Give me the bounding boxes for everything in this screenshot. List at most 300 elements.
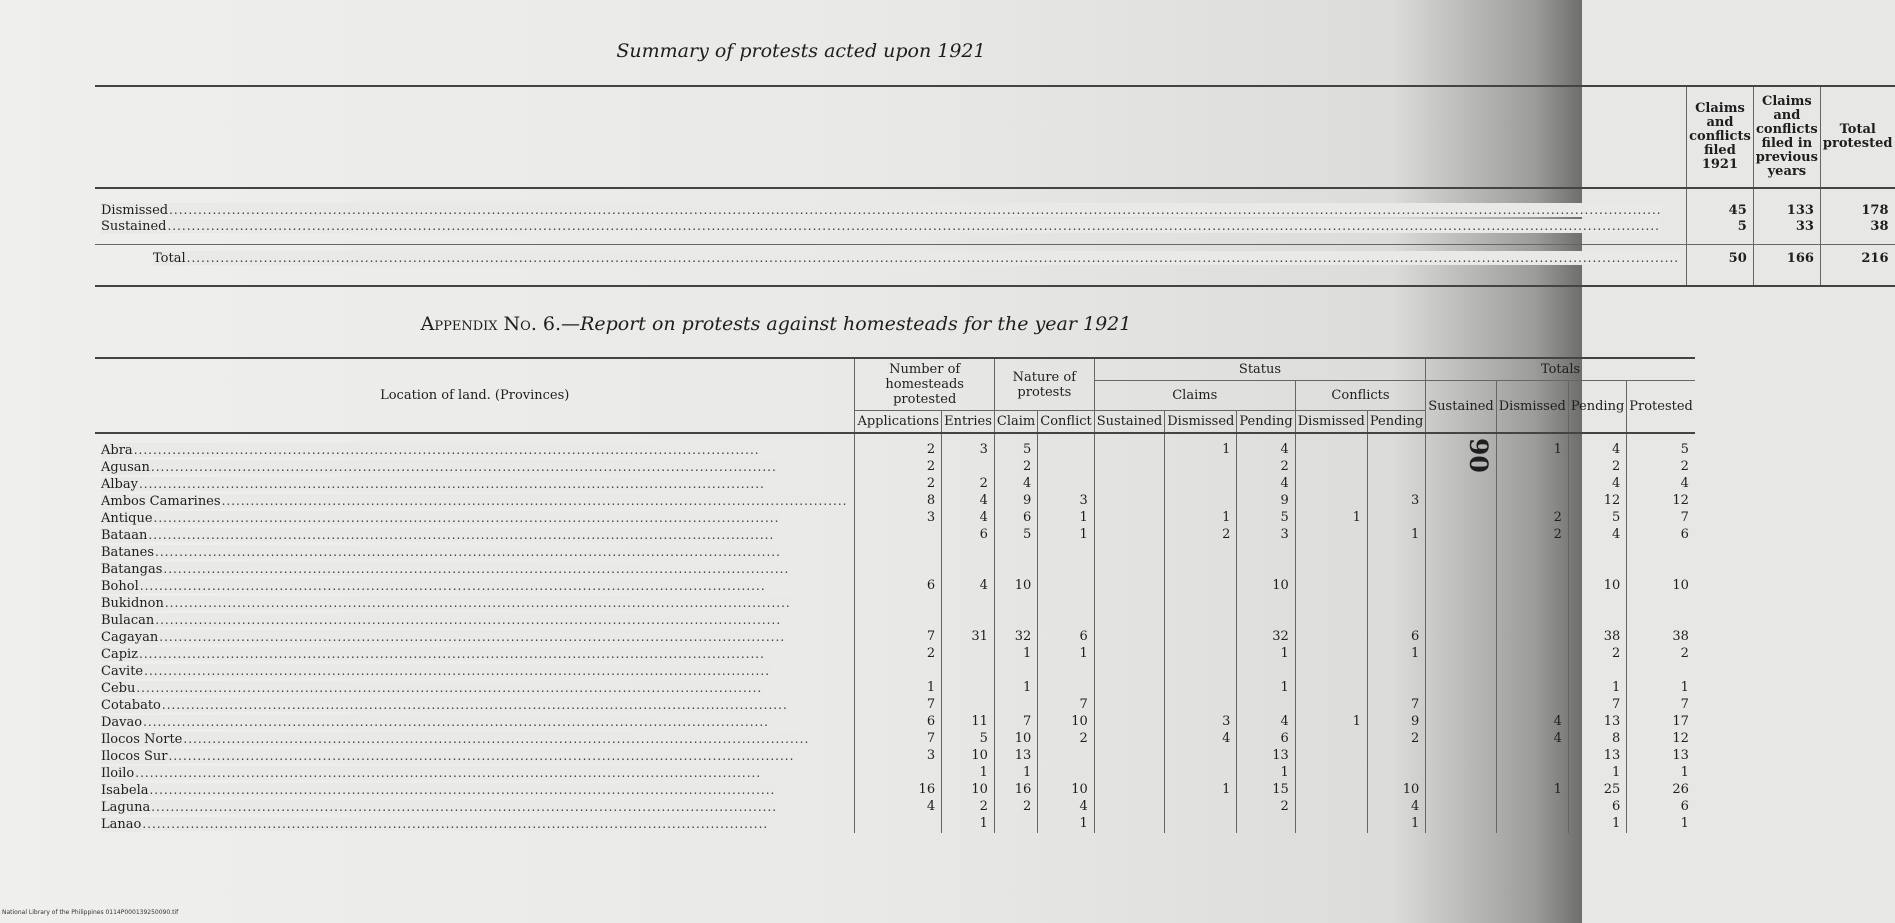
table-cell bbox=[1295, 697, 1367, 714]
table-cell bbox=[1426, 476, 1496, 493]
table-cell bbox=[1426, 510, 1496, 527]
header-claims-pending: Pending bbox=[1237, 411, 1295, 434]
table-cell bbox=[994, 697, 1037, 714]
table-row: Batangas.................................................................................................................................. bbox=[95, 561, 1695, 578]
table-cell: 1 bbox=[1627, 816, 1695, 833]
table-cell bbox=[942, 612, 995, 629]
table-cell: 9 bbox=[994, 493, 1037, 510]
province-name: Davao bbox=[101, 715, 143, 730]
table-cell: 12 bbox=[1627, 731, 1695, 748]
table-cell bbox=[1094, 816, 1164, 833]
table-cell: 26 bbox=[1627, 782, 1695, 799]
table-cell bbox=[1165, 680, 1237, 697]
summary-cell: 5 bbox=[1687, 219, 1754, 245]
table-cell bbox=[1295, 578, 1367, 595]
summary-cell: 33 bbox=[1753, 219, 1820, 245]
table-cell: 4 bbox=[1237, 433, 1295, 459]
table-cell bbox=[855, 527, 942, 544]
table-cell: 1 bbox=[1295, 510, 1367, 527]
table-cell bbox=[1165, 816, 1237, 833]
table-cell: 13 bbox=[1627, 748, 1695, 765]
table-cell: 1 bbox=[1367, 816, 1425, 833]
table-cell bbox=[1367, 680, 1425, 697]
table-cell bbox=[1165, 544, 1237, 561]
table-cell bbox=[1295, 663, 1367, 680]
province-name: Batangas bbox=[101, 562, 163, 577]
table-cell: 2 bbox=[1496, 510, 1568, 527]
appendix-title-prefix: Appendix No. 6.— bbox=[420, 313, 581, 335]
table-cell bbox=[1426, 731, 1496, 748]
table-cell bbox=[1038, 459, 1094, 476]
table-cell bbox=[942, 680, 995, 697]
table-cell: 2 bbox=[1038, 731, 1094, 748]
table-cell bbox=[1237, 612, 1295, 629]
table-cell: 2 bbox=[855, 646, 942, 663]
table-cell bbox=[1496, 544, 1568, 561]
table-cell: 6 bbox=[1038, 629, 1094, 646]
summary-row-sustained: Sustained...................................................................................................................................................................................................................................................................................................................... 5 33 38 bbox=[95, 219, 1895, 245]
table-cell: 16 bbox=[855, 782, 942, 799]
table-cell: 15 bbox=[1237, 782, 1295, 799]
table-cell bbox=[1295, 646, 1367, 663]
table-row: Capiz.................................................................................................................................. 2 1 1 1 1 2 2 bbox=[95, 646, 1695, 663]
table-cell: 1 bbox=[855, 680, 942, 697]
table-cell: 1 bbox=[1038, 527, 1094, 544]
table-cell: 4 bbox=[994, 476, 1037, 493]
table-cell bbox=[942, 646, 995, 663]
table-cell bbox=[1295, 799, 1367, 816]
table-cell bbox=[855, 663, 942, 680]
table-cell: 5 bbox=[1237, 510, 1295, 527]
table-cell bbox=[1165, 493, 1237, 510]
table-cell bbox=[855, 612, 942, 629]
table-cell bbox=[1094, 765, 1164, 782]
table-cell: 4 bbox=[942, 510, 995, 527]
table-cell bbox=[1295, 629, 1367, 646]
table-cell: 32 bbox=[994, 629, 1037, 646]
table-cell bbox=[1094, 731, 1164, 748]
summary-cell: 38 bbox=[1820, 219, 1894, 245]
header-claim: Claim bbox=[994, 411, 1037, 434]
table-row: Ilocos Norte.................................................................................................................................. 7 5 10 2 4 6 2 4 8 12 bbox=[95, 731, 1695, 748]
table-cell: 5 bbox=[994, 433, 1037, 459]
table-cell bbox=[1426, 714, 1496, 731]
summary-cell: 178 bbox=[1820, 188, 1894, 219]
table-cell: 1 bbox=[1627, 680, 1695, 697]
table-cell bbox=[1295, 459, 1367, 476]
table-row: Bulacan.................................................................................................................................. bbox=[95, 612, 1695, 629]
table-cell bbox=[1496, 595, 1568, 612]
table-cell: 2 bbox=[855, 433, 942, 459]
table-row: Ambos Camarines.................................................................................................................................. 8 4 9 3 9 3 12 12 bbox=[95, 493, 1695, 510]
table-cell bbox=[1038, 544, 1094, 561]
table-cell bbox=[1094, 561, 1164, 578]
table-cell bbox=[1295, 493, 1367, 510]
table-cell bbox=[1237, 595, 1295, 612]
table-cell bbox=[1426, 527, 1496, 544]
table-cell bbox=[994, 816, 1037, 833]
table-cell: 8 bbox=[855, 493, 942, 510]
table-cell bbox=[1165, 476, 1237, 493]
table-cell bbox=[1496, 680, 1568, 697]
table-cell bbox=[1426, 697, 1496, 714]
province-name: Bohol bbox=[101, 579, 139, 594]
table-cell bbox=[994, 595, 1037, 612]
table-cell: 4 bbox=[942, 493, 995, 510]
province-name: Agusan bbox=[101, 460, 150, 475]
province-name: Cagayan bbox=[101, 630, 159, 645]
table-cell bbox=[1295, 544, 1367, 561]
table-cell bbox=[1038, 612, 1094, 629]
table-cell: 7 bbox=[1627, 697, 1695, 714]
table-cell bbox=[1496, 799, 1568, 816]
table-cell bbox=[1295, 612, 1367, 629]
table-cell: 4 bbox=[1568, 433, 1626, 459]
table-cell bbox=[1295, 816, 1367, 833]
table-row: Abra.................................................................................................................................. 2 3 5 1 4 1 4 5 bbox=[95, 433, 1695, 459]
table-cell: 6 bbox=[855, 714, 942, 731]
table-row: Agusan.................................................................................................................................. 2 2 2 2 2 bbox=[95, 459, 1695, 476]
table-cell: 4 bbox=[1496, 731, 1568, 748]
table-cell: 1 bbox=[1237, 680, 1295, 697]
summary-header-previous-years: Claims and conflicts filed in previous years bbox=[1753, 86, 1820, 188]
header-totals-dismissed: Dismissed bbox=[1496, 381, 1568, 434]
table-cell: 1 bbox=[1367, 527, 1425, 544]
summary-cell: 133 bbox=[1753, 188, 1820, 219]
header-totals-sustained: Sustained bbox=[1426, 381, 1496, 434]
table-cell: 1 bbox=[1295, 714, 1367, 731]
table-cell bbox=[1237, 663, 1295, 680]
header-nature-group: Nature of protests bbox=[994, 358, 1094, 411]
table-cell: 6 bbox=[1568, 799, 1626, 816]
table-cell bbox=[1627, 612, 1695, 629]
table-cell: 5 bbox=[942, 731, 995, 748]
table-cell bbox=[1496, 765, 1568, 782]
table-cell bbox=[1367, 510, 1425, 527]
table-cell bbox=[855, 595, 942, 612]
table-cell: 1 bbox=[994, 680, 1037, 697]
table-cell: 3 bbox=[855, 510, 942, 527]
header-number-group: Number of homesteads protested bbox=[855, 358, 994, 411]
table-cell: 31 bbox=[942, 629, 995, 646]
summary-label: Sustained bbox=[101, 218, 167, 234]
table-cell bbox=[994, 544, 1037, 561]
province-name: Cavite bbox=[101, 664, 144, 679]
table-cell: 17 bbox=[1627, 714, 1695, 731]
table-cell: 1 bbox=[1627, 765, 1695, 782]
table-cell: 1 bbox=[1367, 646, 1425, 663]
table-cell bbox=[1094, 595, 1164, 612]
table-row: Lanao.................................................................................................................................. 1 1 1 1 1 bbox=[95, 816, 1695, 833]
table-cell bbox=[1367, 612, 1425, 629]
table-cell bbox=[1295, 527, 1367, 544]
table-cell bbox=[1094, 544, 1164, 561]
table-cell: 2 bbox=[1627, 646, 1695, 663]
header-claims-dismissed: Dismissed bbox=[1165, 411, 1237, 434]
table-cell: 3 bbox=[1165, 714, 1237, 731]
table-cell: 3 bbox=[1237, 527, 1295, 544]
table-cell bbox=[1295, 561, 1367, 578]
table-cell bbox=[1627, 561, 1695, 578]
table-cell bbox=[1496, 612, 1568, 629]
header-status-group: Status bbox=[1094, 358, 1426, 381]
table-cell bbox=[1426, 493, 1496, 510]
table-cell bbox=[1165, 663, 1237, 680]
table-cell bbox=[1627, 663, 1695, 680]
table-cell: 4 bbox=[1568, 527, 1626, 544]
table-cell: 1 bbox=[1568, 765, 1626, 782]
table-cell bbox=[1038, 663, 1094, 680]
table-cell: 2 bbox=[1165, 527, 1237, 544]
table-cell: 6 bbox=[1627, 799, 1695, 816]
table-cell bbox=[1426, 578, 1496, 595]
table-cell: 1 bbox=[1038, 646, 1094, 663]
table-cell bbox=[1568, 612, 1626, 629]
table-cell: 1 bbox=[1038, 816, 1094, 833]
header-applications: Applications bbox=[855, 411, 942, 434]
table-cell: 13 bbox=[1568, 748, 1626, 765]
summary-title: Summary of protests acted upon 1921 bbox=[616, 40, 986, 62]
table-cell: 7 bbox=[855, 697, 942, 714]
table-cell: 1 bbox=[1165, 433, 1237, 459]
table-cell bbox=[855, 561, 942, 578]
table-cell: 6 bbox=[1627, 527, 1695, 544]
table-cell bbox=[1367, 476, 1425, 493]
table-cell bbox=[1038, 595, 1094, 612]
table-cell bbox=[1165, 459, 1237, 476]
table-cell: 9 bbox=[1237, 493, 1295, 510]
table-cell: 6 bbox=[942, 527, 995, 544]
table-cell bbox=[1295, 680, 1367, 697]
table-cell bbox=[1426, 595, 1496, 612]
table-cell: 2 bbox=[1237, 799, 1295, 816]
summary-header-row bbox=[95, 86, 1895, 188]
appendix-title bbox=[0, 313, 1582, 335]
table-cell bbox=[942, 663, 995, 680]
table-cell bbox=[1295, 782, 1367, 799]
table-cell: 1 bbox=[1237, 765, 1295, 782]
table-cell: 10 bbox=[1367, 782, 1425, 799]
table-row: Bohol.................................................................................................................................. 6 4 10 10 10 10 bbox=[95, 578, 1695, 595]
table-cell: 16 bbox=[994, 782, 1037, 799]
table-cell bbox=[1094, 748, 1164, 765]
header-conflicts-group: Conflicts bbox=[1295, 381, 1426, 411]
table-cell bbox=[1426, 544, 1496, 561]
table-row: Cavite.................................................................................................................................. bbox=[95, 663, 1695, 680]
table-row: Bataan.................................................................................................................................. 6 5 1 2 3 1 2 4 6 bbox=[95, 527, 1695, 544]
table-cell bbox=[1038, 765, 1094, 782]
table-cell: 10 bbox=[1237, 578, 1295, 595]
summary-row-total: Total...................................................................................................................................................................................................................................................................................................................... 50 166 216 bbox=[95, 245, 1895, 286]
table-cell bbox=[1094, 799, 1164, 816]
table-cell bbox=[1165, 578, 1237, 595]
table-row: Isabela.................................................................................................................................. 16 10 16 10 1 15 10 1 25 26 bbox=[95, 782, 1695, 799]
table-cell bbox=[1426, 561, 1496, 578]
table-cell: 9 bbox=[1367, 714, 1425, 731]
table-cell bbox=[1496, 578, 1568, 595]
table-cell: 10 bbox=[994, 578, 1037, 595]
table-cell bbox=[1568, 544, 1626, 561]
table-cell: 2 bbox=[855, 459, 942, 476]
summary-label: Total bbox=[153, 251, 186, 266]
table-cell: 38 bbox=[1627, 629, 1695, 646]
table-cell: 1 bbox=[1496, 433, 1568, 459]
table-cell: 7 bbox=[1038, 697, 1094, 714]
header-conflict: Conflict bbox=[1038, 411, 1094, 434]
table-cell bbox=[1367, 595, 1425, 612]
province-name: Ambos Camarines bbox=[101, 494, 221, 509]
table-row: Iloilo.................................................................................................................................. 1 1 1 1 1 bbox=[95, 765, 1695, 782]
table-row: Davao.................................................................................................................................. 6 11 7 10 3 4 1 9 4 13 17 bbox=[95, 714, 1695, 731]
table-cell bbox=[1367, 561, 1425, 578]
table-cell: 13 bbox=[1237, 748, 1295, 765]
table-cell bbox=[1367, 433, 1425, 459]
table-cell: 10 bbox=[1038, 714, 1094, 731]
summary-cell: 216 bbox=[1820, 245, 1894, 286]
header-claims-sustained: Sustained bbox=[1094, 411, 1164, 434]
table-cell bbox=[1094, 510, 1164, 527]
table-cell: 5 bbox=[994, 527, 1037, 544]
table-cell bbox=[1237, 561, 1295, 578]
province-name: Ilocos Sur bbox=[101, 749, 168, 764]
province-name: Antique bbox=[101, 511, 153, 526]
table-cell bbox=[994, 612, 1037, 629]
table-cell bbox=[1094, 714, 1164, 731]
province-name: Cotabato bbox=[101, 698, 161, 713]
table-cell: 2 bbox=[1568, 646, 1626, 663]
table-cell: 4 bbox=[855, 799, 942, 816]
table-row: Cotabato.................................................................................................................................. 7 7 7 7 7 bbox=[95, 697, 1695, 714]
page-number: 90 bbox=[1464, 438, 1493, 473]
province-name: Bukidnon bbox=[101, 596, 164, 611]
province-name: Bulacan bbox=[101, 613, 155, 628]
table-cell: 12 bbox=[1627, 493, 1695, 510]
table-cell: 2 bbox=[1496, 527, 1568, 544]
table-cell bbox=[1426, 782, 1496, 799]
table-cell: 1 bbox=[1568, 680, 1626, 697]
header-claims-group: Claims bbox=[1094, 381, 1295, 411]
table-cell bbox=[942, 595, 995, 612]
province-name: Capiz bbox=[101, 647, 139, 662]
table-cell: 12 bbox=[1568, 493, 1626, 510]
table-cell: 38 bbox=[1568, 629, 1626, 646]
table-cell bbox=[994, 561, 1037, 578]
table-cell bbox=[1094, 663, 1164, 680]
table-cell bbox=[855, 816, 942, 833]
table-cell: 10 bbox=[994, 731, 1037, 748]
header-totals-group: Totals bbox=[1426, 358, 1695, 381]
table-cell bbox=[1038, 748, 1094, 765]
province-name: Bataan bbox=[101, 528, 148, 543]
table-cell bbox=[1496, 629, 1568, 646]
table-cell bbox=[1367, 748, 1425, 765]
table-cell bbox=[1367, 544, 1425, 561]
table-cell bbox=[942, 561, 995, 578]
table-cell: 6 bbox=[994, 510, 1037, 527]
table-cell bbox=[1426, 765, 1496, 782]
table-cell: 4 bbox=[1237, 476, 1295, 493]
table-cell: 6 bbox=[855, 578, 942, 595]
table-cell: 2 bbox=[1627, 459, 1695, 476]
table-cell: 3 bbox=[1367, 493, 1425, 510]
table-cell: 1 bbox=[1165, 782, 1237, 799]
table-cell bbox=[942, 544, 995, 561]
table-cell: 4 bbox=[1038, 799, 1094, 816]
table-cell: 4 bbox=[1496, 714, 1568, 731]
table-cell bbox=[994, 663, 1037, 680]
table-row: Cagayan.................................................................................................................................. 7 31 32 6 32 6 38 38 bbox=[95, 629, 1695, 646]
table-cell bbox=[1165, 799, 1237, 816]
province-name: Abra bbox=[101, 443, 133, 458]
protests-table bbox=[95, 357, 1695, 833]
table-cell bbox=[1295, 731, 1367, 748]
table-cell bbox=[1496, 476, 1568, 493]
table-cell bbox=[1627, 595, 1695, 612]
table-cell: 2 bbox=[942, 799, 995, 816]
summary-cell: 50 bbox=[1687, 245, 1754, 286]
table-cell: 32 bbox=[1237, 629, 1295, 646]
summary-cell: 166 bbox=[1753, 245, 1820, 286]
table-cell: 5 bbox=[1627, 433, 1695, 459]
province-name: Batanes bbox=[101, 545, 155, 560]
table-cell bbox=[1165, 561, 1237, 578]
table-cell bbox=[1094, 433, 1164, 459]
table-cell: 6 bbox=[1367, 629, 1425, 646]
table-cell bbox=[1094, 578, 1164, 595]
table-cell: 10 bbox=[942, 748, 995, 765]
summary-cell: 45 bbox=[1687, 188, 1754, 219]
summary-table bbox=[95, 85, 1895, 287]
province-name: Cebu bbox=[101, 681, 136, 696]
province-name: Ilocos Norte bbox=[101, 732, 183, 747]
table-cell: 7 bbox=[855, 731, 942, 748]
table-cell bbox=[1165, 697, 1237, 714]
table-cell bbox=[1165, 646, 1237, 663]
table-cell: 10 bbox=[942, 782, 995, 799]
table-cell bbox=[1094, 476, 1164, 493]
table-cell: 1 bbox=[942, 765, 995, 782]
table-cell bbox=[1295, 476, 1367, 493]
table-cell bbox=[1165, 748, 1237, 765]
table-cell: 10 bbox=[1568, 578, 1626, 595]
table-row: Antique.................................................................................................................................. 3 4 6 1 1 5 1 2 5 7 bbox=[95, 510, 1695, 527]
table-cell bbox=[1165, 765, 1237, 782]
table-cell: 2 bbox=[1367, 731, 1425, 748]
table-cell bbox=[1568, 663, 1626, 680]
scan-footer: National Library of the Philippines 0114P000139250090.tif bbox=[2, 909, 179, 916]
table-cell: 1 bbox=[1038, 510, 1094, 527]
table-cell bbox=[1295, 595, 1367, 612]
table-cell bbox=[1367, 663, 1425, 680]
table-row: Ilocos Sur.................................................................................................................................. 3 10 13 13 13 13 bbox=[95, 748, 1695, 765]
table-cell: 2 bbox=[855, 476, 942, 493]
table-cell bbox=[1038, 433, 1094, 459]
table-cell: 3 bbox=[1038, 493, 1094, 510]
table-cell bbox=[1237, 697, 1295, 714]
table-cell bbox=[855, 544, 942, 561]
summary-label: Dismissed bbox=[101, 203, 169, 218]
header-entries: Entries bbox=[942, 411, 995, 434]
table-cell bbox=[1094, 646, 1164, 663]
table-cell bbox=[1426, 680, 1496, 697]
table-cell bbox=[1426, 663, 1496, 680]
table-cell bbox=[1165, 612, 1237, 629]
header-totals-pending: Pending bbox=[1568, 381, 1626, 434]
table-cell bbox=[1568, 561, 1626, 578]
table-cell bbox=[1426, 816, 1496, 833]
table-cell: 2 bbox=[1568, 459, 1626, 476]
protests-table-body bbox=[95, 433, 1695, 833]
